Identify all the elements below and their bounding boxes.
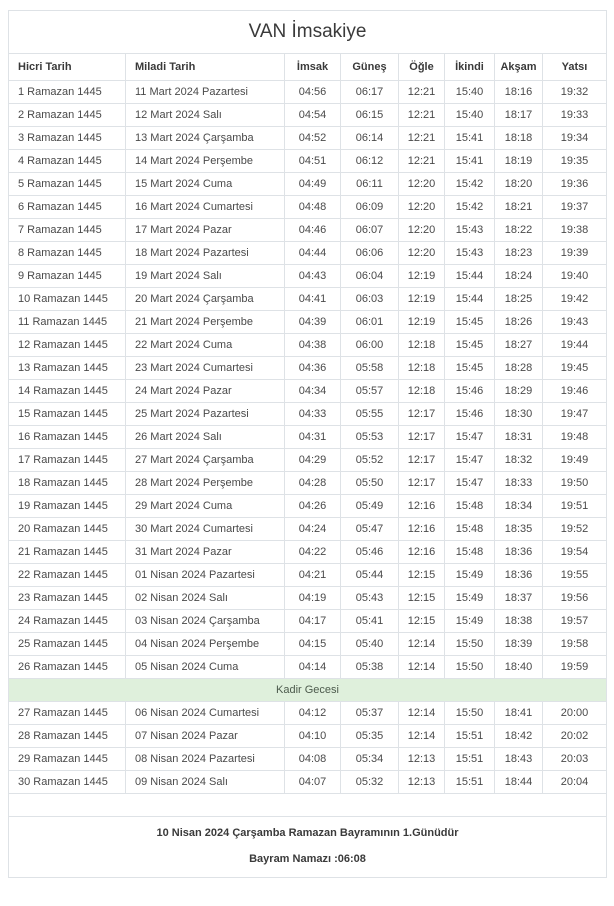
aksam-time-cell: 18:28 [495, 357, 543, 380]
ogle-time-cell: 12:16 [399, 541, 445, 564]
table-body [9, 81, 607, 794]
table-row [9, 219, 607, 242]
yatsi-time-cell: 20:03 [543, 748, 607, 771]
ikindi-time-cell: 15:41 [445, 150, 495, 173]
hicri-date-cell: 25 Ramazan 1445 [9, 633, 126, 656]
imsak-time-cell: 04:56 [285, 81, 341, 104]
hicri-date-cell: 29 Ramazan 1445 [9, 748, 126, 771]
miladi-date-cell: 01 Nisan 2024 Pazartesi [126, 564, 285, 587]
ikindi-time-cell: 15:41 [445, 127, 495, 150]
miladi-date-cell: 03 Nisan 2024 Çarşamba [126, 610, 285, 633]
ikindi-time-cell: 15:50 [445, 702, 495, 725]
aksam-time-cell: 18:36 [495, 541, 543, 564]
gunes-time-cell: 06:15 [341, 104, 399, 127]
ikindi-time-cell: 15:49 [445, 587, 495, 610]
gunes-time-cell: 06:17 [341, 81, 399, 104]
ogle-time-cell: 12:14 [399, 725, 445, 748]
aksam-time-cell: 18:21 [495, 196, 543, 219]
aksam-time-cell: 18:16 [495, 81, 543, 104]
header-row [9, 54, 607, 81]
gunes-time-cell: 05:55 [341, 403, 399, 426]
ikindi-time-cell: 15:46 [445, 403, 495, 426]
ogle-time-cell: 12:17 [399, 449, 445, 472]
ikindi-time-cell: 15:44 [445, 288, 495, 311]
table-footer [9, 794, 607, 878]
yatsi-time-cell: 19:38 [543, 219, 607, 242]
footer-cell [9, 817, 607, 878]
table-row [9, 265, 607, 288]
gunes-time-cell: 06:01 [341, 311, 399, 334]
ikindi-time-cell: 15:45 [445, 311, 495, 334]
table-row [9, 380, 607, 403]
ikindi-time-cell: 15:43 [445, 219, 495, 242]
aksam-time-cell: 18:34 [495, 495, 543, 518]
gunes-time-cell: 05:50 [341, 472, 399, 495]
ogle-time-cell: 12:13 [399, 771, 445, 794]
imsak-time-cell: 04:34 [285, 380, 341, 403]
ogle-time-cell: 12:19 [399, 311, 445, 334]
table-row [9, 150, 607, 173]
ikindi-time-cell: 15:51 [445, 748, 495, 771]
gunes-time-cell: 06:14 [341, 127, 399, 150]
yatsi-time-cell: 20:04 [543, 771, 607, 794]
page-title: VAN İmsakiye [9, 11, 607, 54]
yatsi-time-cell: 20:02 [543, 725, 607, 748]
hicri-date-cell: 19 Ramazan 1445 [9, 495, 126, 518]
hicri-date-cell: 2 Ramazan 1445 [9, 104, 126, 127]
table-row [9, 449, 607, 472]
bayram-note: 10 Nisan 2024 Çarşamba Ramazan Bayramının 1.Günüdür [156, 827, 459, 839]
table-row [9, 81, 607, 104]
ogle-time-cell: 12:19 [399, 288, 445, 311]
imsak-time-cell: 04:46 [285, 219, 341, 242]
gunes-time-cell: 05:43 [341, 587, 399, 610]
gunes-time-cell: 05:52 [341, 449, 399, 472]
aksam-time-cell: 18:36 [495, 564, 543, 587]
imsak-time-cell: 04:28 [285, 472, 341, 495]
imsak-time-cell: 04:51 [285, 150, 341, 173]
yatsi-time-cell: 19:56 [543, 587, 607, 610]
ogle-time-cell: 12:16 [399, 518, 445, 541]
imsak-time-cell: 04:07 [285, 771, 341, 794]
ikindi-time-cell: 15:45 [445, 334, 495, 357]
ikindi-time-cell: 15:47 [445, 449, 495, 472]
table-row [9, 518, 607, 541]
hicri-date-cell: 30 Ramazan 1445 [9, 771, 126, 794]
imsak-time-cell: 04:08 [285, 748, 341, 771]
yatsi-time-cell: 19:36 [543, 173, 607, 196]
miladi-date-cell: 12 Mart 2024 Salı [126, 104, 285, 127]
ikindi-time-cell: 15:50 [445, 656, 495, 679]
gunes-time-cell: 06:00 [341, 334, 399, 357]
table-row [9, 587, 607, 610]
hicri-date-cell: 10 Ramazan 1445 [9, 288, 126, 311]
table-row [9, 288, 607, 311]
ogle-time-cell: 12:20 [399, 173, 445, 196]
miladi-date-cell: 05 Nisan 2024 Cuma [126, 656, 285, 679]
table-row [9, 725, 607, 748]
ogle-time-cell: 12:13 [399, 748, 445, 771]
yatsi-time-cell: 19:48 [543, 426, 607, 449]
aksam-time-cell: 18:29 [495, 380, 543, 403]
imsak-time-cell: 04:33 [285, 403, 341, 426]
miladi-date-cell: 06 Nisan 2024 Cumartesi [126, 702, 285, 725]
hicri-date-cell: 23 Ramazan 1445 [9, 587, 126, 610]
miladi-date-cell: 21 Mart 2024 Perşembe [126, 311, 285, 334]
imsak-time-cell: 04:21 [285, 564, 341, 587]
ikindi-time-cell: 15:46 [445, 380, 495, 403]
table-row [9, 564, 607, 587]
table-row [9, 104, 607, 127]
hicri-date-cell: 27 Ramazan 1445 [9, 702, 126, 725]
hicri-date-cell: 5 Ramazan 1445 [9, 173, 126, 196]
imsak-time-cell: 04:43 [285, 265, 341, 288]
column-header-gunes: Güneş [341, 54, 399, 81]
imsak-time-cell: 04:10 [285, 725, 341, 748]
ikindi-time-cell: 15:43 [445, 242, 495, 265]
hicri-date-cell: 21 Ramazan 1445 [9, 541, 126, 564]
miladi-date-cell: 14 Mart 2024 Perşembe [126, 150, 285, 173]
aksam-time-cell: 18:17 [495, 104, 543, 127]
gunes-time-cell: 05:37 [341, 702, 399, 725]
ogle-time-cell: 12:20 [399, 196, 445, 219]
yatsi-time-cell: 19:39 [543, 242, 607, 265]
hicri-date-cell: 17 Ramazan 1445 [9, 449, 126, 472]
imsak-time-cell: 04:48 [285, 196, 341, 219]
column-header-ikindi: İkindi [445, 54, 495, 81]
yatsi-time-cell: 19:55 [543, 564, 607, 587]
gunes-time-cell: 05:57 [341, 380, 399, 403]
table-row [9, 495, 607, 518]
gunes-time-cell: 06:11 [341, 173, 399, 196]
aksam-time-cell: 18:23 [495, 242, 543, 265]
miladi-date-cell: 07 Nisan 2024 Pazar [126, 725, 285, 748]
aksam-time-cell: 18:27 [495, 334, 543, 357]
ikindi-time-cell: 15:48 [445, 518, 495, 541]
table-row [9, 127, 607, 150]
gunes-time-cell: 06:06 [341, 242, 399, 265]
imsak-time-cell: 04:26 [285, 495, 341, 518]
ogle-time-cell: 12:21 [399, 150, 445, 173]
column-header-hicri-tarih: Hicri Tarih [9, 54, 126, 81]
yatsi-time-cell: 19:57 [543, 610, 607, 633]
hicri-date-cell: 4 Ramazan 1445 [9, 150, 126, 173]
yatsi-time-cell: 19:59 [543, 656, 607, 679]
gunes-time-cell: 05:32 [341, 771, 399, 794]
aksam-time-cell: 18:37 [495, 587, 543, 610]
prayer-times-table [8, 10, 607, 878]
aksam-time-cell: 18:43 [495, 748, 543, 771]
ogle-time-cell: 12:16 [399, 495, 445, 518]
imsak-time-cell: 04:49 [285, 173, 341, 196]
ikindi-time-cell: 15:50 [445, 633, 495, 656]
ogle-time-cell: 12:17 [399, 403, 445, 426]
imsak-time-cell: 04:22 [285, 541, 341, 564]
hicri-date-cell: 20 Ramazan 1445 [9, 518, 126, 541]
column-header-aksam: Akşam [495, 54, 543, 81]
miladi-date-cell: 24 Mart 2024 Pazar [126, 380, 285, 403]
gunes-time-cell: 06:03 [341, 288, 399, 311]
table-row [9, 541, 607, 564]
ikindi-time-cell: 15:49 [445, 564, 495, 587]
table-row [9, 771, 607, 794]
yatsi-time-cell: 19:32 [543, 81, 607, 104]
hicri-date-cell: 22 Ramazan 1445 [9, 564, 126, 587]
yatsi-time-cell: 19:58 [543, 633, 607, 656]
yatsi-time-cell: 19:50 [543, 472, 607, 495]
imsak-time-cell: 04:52 [285, 127, 341, 150]
column-header-yatsi: Yatsı [543, 54, 607, 81]
table-row [9, 196, 607, 219]
imsak-time-cell: 04:15 [285, 633, 341, 656]
aksam-time-cell: 18:41 [495, 702, 543, 725]
ogle-time-cell: 12:14 [399, 656, 445, 679]
ikindi-time-cell: 15:42 [445, 196, 495, 219]
ikindi-time-cell: 15:47 [445, 426, 495, 449]
ogle-time-cell: 12:19 [399, 265, 445, 288]
ikindi-time-cell: 15:51 [445, 725, 495, 748]
imsak-time-cell: 04:54 [285, 104, 341, 127]
yatsi-time-cell: 19:42 [543, 288, 607, 311]
imsak-time-cell: 04:39 [285, 311, 341, 334]
yatsi-time-cell: 19:49 [543, 449, 607, 472]
imsak-time-cell: 04:19 [285, 587, 341, 610]
table-row [9, 472, 607, 495]
gunes-time-cell: 05:44 [341, 564, 399, 587]
table-row [9, 403, 607, 426]
miladi-date-cell: 02 Nisan 2024 Salı [126, 587, 285, 610]
miladi-date-cell: 19 Mart 2024 Salı [126, 265, 285, 288]
gunes-time-cell: 05:58 [341, 357, 399, 380]
yatsi-time-cell: 19:33 [543, 104, 607, 127]
yatsi-time-cell: 19:54 [543, 541, 607, 564]
hicri-date-cell: 12 Ramazan 1445 [9, 334, 126, 357]
yatsi-time-cell: 19:43 [543, 311, 607, 334]
hicri-date-cell: 14 Ramazan 1445 [9, 380, 126, 403]
ogle-time-cell: 12:21 [399, 127, 445, 150]
aksam-time-cell: 18:32 [495, 449, 543, 472]
column-header-imsak: İmsak [285, 54, 341, 81]
aksam-time-cell: 18:38 [495, 610, 543, 633]
table-row [9, 702, 607, 725]
table-row [9, 334, 607, 357]
hicri-date-cell: 9 Ramazan 1445 [9, 265, 126, 288]
gunes-time-cell: 05:49 [341, 495, 399, 518]
hicri-date-cell: 26 Ramazan 1445 [9, 656, 126, 679]
hicri-date-cell: 28 Ramazan 1445 [9, 725, 126, 748]
ogle-time-cell: 12:21 [399, 104, 445, 127]
imsak-time-cell: 04:38 [285, 334, 341, 357]
yatsi-time-cell: 19:44 [543, 334, 607, 357]
ikindi-time-cell: 15:40 [445, 81, 495, 104]
hicri-date-cell: 18 Ramazan 1445 [9, 472, 126, 495]
hicri-date-cell: 15 Ramazan 1445 [9, 403, 126, 426]
gunes-time-cell: 05:53 [341, 426, 399, 449]
ogle-time-cell: 12:18 [399, 380, 445, 403]
gunes-time-cell: 06:12 [341, 150, 399, 173]
ikindi-time-cell: 15:48 [445, 495, 495, 518]
table-row [9, 633, 607, 656]
miladi-date-cell: 09 Nisan 2024 Salı [126, 771, 285, 794]
aksam-time-cell: 18:22 [495, 219, 543, 242]
miladi-date-cell: 20 Mart 2024 Çarşamba [126, 288, 285, 311]
footer-row [9, 817, 607, 878]
aksam-time-cell: 18:24 [495, 265, 543, 288]
gunes-time-cell: 05:41 [341, 610, 399, 633]
gunes-time-cell: 05:47 [341, 518, 399, 541]
hicri-date-cell: 8 Ramazan 1445 [9, 242, 126, 265]
miladi-date-cell: 30 Mart 2024 Cumartesi [126, 518, 285, 541]
aksam-time-cell: 18:31 [495, 426, 543, 449]
ikindi-time-cell: 15:44 [445, 265, 495, 288]
miladi-date-cell: 28 Mart 2024 Perşembe [126, 472, 285, 495]
aksam-time-cell: 18:35 [495, 518, 543, 541]
title-row [9, 11, 607, 54]
hicri-date-cell: 13 Ramazan 1445 [9, 357, 126, 380]
ogle-time-cell: 12:17 [399, 426, 445, 449]
miladi-date-cell: 25 Mart 2024 Pazartesi [126, 403, 285, 426]
yatsi-time-cell: 19:46 [543, 380, 607, 403]
ikindi-time-cell: 15:51 [445, 771, 495, 794]
aksam-time-cell: 18:33 [495, 472, 543, 495]
yatsi-time-cell: 19:35 [543, 150, 607, 173]
gunes-time-cell: 05:46 [341, 541, 399, 564]
aksam-time-cell: 18:44 [495, 771, 543, 794]
ikindi-time-cell: 15:48 [445, 541, 495, 564]
miladi-date-cell: 26 Mart 2024 Salı [126, 426, 285, 449]
hicri-date-cell: 3 Ramazan 1445 [9, 127, 126, 150]
ogle-time-cell: 12:17 [399, 472, 445, 495]
gunes-time-cell: 06:04 [341, 265, 399, 288]
ikindi-time-cell: 15:40 [445, 104, 495, 127]
imsak-time-cell: 04:14 [285, 656, 341, 679]
ogle-time-cell: 12:14 [399, 633, 445, 656]
miladi-date-cell: 22 Mart 2024 Cuma [126, 334, 285, 357]
miladi-date-cell: 11 Mart 2024 Pazartesi [126, 81, 285, 104]
yatsi-time-cell: 19:51 [543, 495, 607, 518]
ogle-time-cell: 12:18 [399, 334, 445, 357]
ikindi-time-cell: 15:47 [445, 472, 495, 495]
hicri-date-cell: 16 Ramazan 1445 [9, 426, 126, 449]
ikindi-time-cell: 15:45 [445, 357, 495, 380]
table-row [9, 748, 607, 771]
gunes-time-cell: 05:40 [341, 633, 399, 656]
hicri-date-cell: 7 Ramazan 1445 [9, 219, 126, 242]
hicri-date-cell: 24 Ramazan 1445 [9, 610, 126, 633]
yatsi-time-cell: 19:52 [543, 518, 607, 541]
column-header-ogle: Öğle [399, 54, 445, 81]
yatsi-time-cell: 19:37 [543, 196, 607, 219]
ikindi-time-cell: 15:49 [445, 610, 495, 633]
aksam-time-cell: 18:19 [495, 150, 543, 173]
yatsi-time-cell: 19:34 [543, 127, 607, 150]
yatsi-time-cell: 20:00 [543, 702, 607, 725]
imsak-time-cell: 04:44 [285, 242, 341, 265]
aksam-time-cell: 18:25 [495, 288, 543, 311]
aksam-time-cell: 18:40 [495, 656, 543, 679]
kadir-gecesi-row [9, 679, 607, 702]
miladi-date-cell: 04 Nisan 2024 Perşembe [126, 633, 285, 656]
hicri-date-cell: 11 Ramazan 1445 [9, 311, 126, 334]
gunes-time-cell: 05:35 [341, 725, 399, 748]
miladi-date-cell: 17 Mart 2024 Pazar [126, 219, 285, 242]
imsak-time-cell: 04:36 [285, 357, 341, 380]
miladi-date-cell: 16 Mart 2024 Cumartesi [126, 196, 285, 219]
imsak-time-cell: 04:17 [285, 610, 341, 633]
aksam-time-cell: 18:30 [495, 403, 543, 426]
miladi-date-cell: 15 Mart 2024 Cuma [126, 173, 285, 196]
yatsi-time-cell: 19:47 [543, 403, 607, 426]
ogle-time-cell: 12:20 [399, 219, 445, 242]
ogle-time-cell: 12:15 [399, 610, 445, 633]
aksam-time-cell: 18:26 [495, 311, 543, 334]
aksam-time-cell: 18:18 [495, 127, 543, 150]
gunes-time-cell: 05:34 [341, 748, 399, 771]
gunes-time-cell: 06:09 [341, 196, 399, 219]
gunes-time-cell: 06:07 [341, 219, 399, 242]
miladi-date-cell: 23 Mart 2024 Cumartesi [126, 357, 285, 380]
spacer-cell [9, 794, 607, 817]
ogle-time-cell: 12:15 [399, 564, 445, 587]
hicri-date-cell: 6 Ramazan 1445 [9, 196, 126, 219]
yatsi-time-cell: 19:40 [543, 265, 607, 288]
spacer-row [9, 794, 607, 817]
table-row [9, 656, 607, 679]
table-row [9, 426, 607, 449]
miladi-date-cell: 31 Mart 2024 Pazar [126, 541, 285, 564]
imsak-time-cell: 04:24 [285, 518, 341, 541]
column-header-miladi-tarih: Miladi Tarih [126, 54, 285, 81]
miladi-date-cell: 08 Nisan 2024 Pazartesi [126, 748, 285, 771]
kadir-gecesi-label: Kadir Gecesi [9, 679, 607, 702]
gunes-time-cell: 05:38 [341, 656, 399, 679]
ogle-time-cell: 12:20 [399, 242, 445, 265]
aksam-time-cell: 18:39 [495, 633, 543, 656]
aksam-time-cell: 18:42 [495, 725, 543, 748]
imsak-time-cell: 04:31 [285, 426, 341, 449]
hicri-date-cell: 1 Ramazan 1445 [9, 81, 126, 104]
ikindi-time-cell: 15:42 [445, 173, 495, 196]
yatsi-time-cell: 19:45 [543, 357, 607, 380]
bayram-namazi-time: Bayram Namazı :06:08 [249, 853, 366, 865]
ogle-time-cell: 12:14 [399, 702, 445, 725]
imsak-time-cell: 04:29 [285, 449, 341, 472]
miladi-date-cell: 27 Mart 2024 Çarşamba [126, 449, 285, 472]
table-row [9, 173, 607, 196]
table-row [9, 357, 607, 380]
miladi-date-cell: 29 Mart 2024 Cuma [126, 495, 285, 518]
table-row [9, 242, 607, 265]
ogle-time-cell: 12:21 [399, 81, 445, 104]
miladi-date-cell: 18 Mart 2024 Pazartesi [126, 242, 285, 265]
miladi-date-cell: 13 Mart 2024 Çarşamba [126, 127, 285, 150]
aksam-time-cell: 18:20 [495, 173, 543, 196]
imsak-time-cell: 04:12 [285, 702, 341, 725]
ogle-time-cell: 12:18 [399, 357, 445, 380]
ogle-time-cell: 12:15 [399, 587, 445, 610]
table-row [9, 610, 607, 633]
imsak-time-cell: 04:41 [285, 288, 341, 311]
table-row [9, 311, 607, 334]
